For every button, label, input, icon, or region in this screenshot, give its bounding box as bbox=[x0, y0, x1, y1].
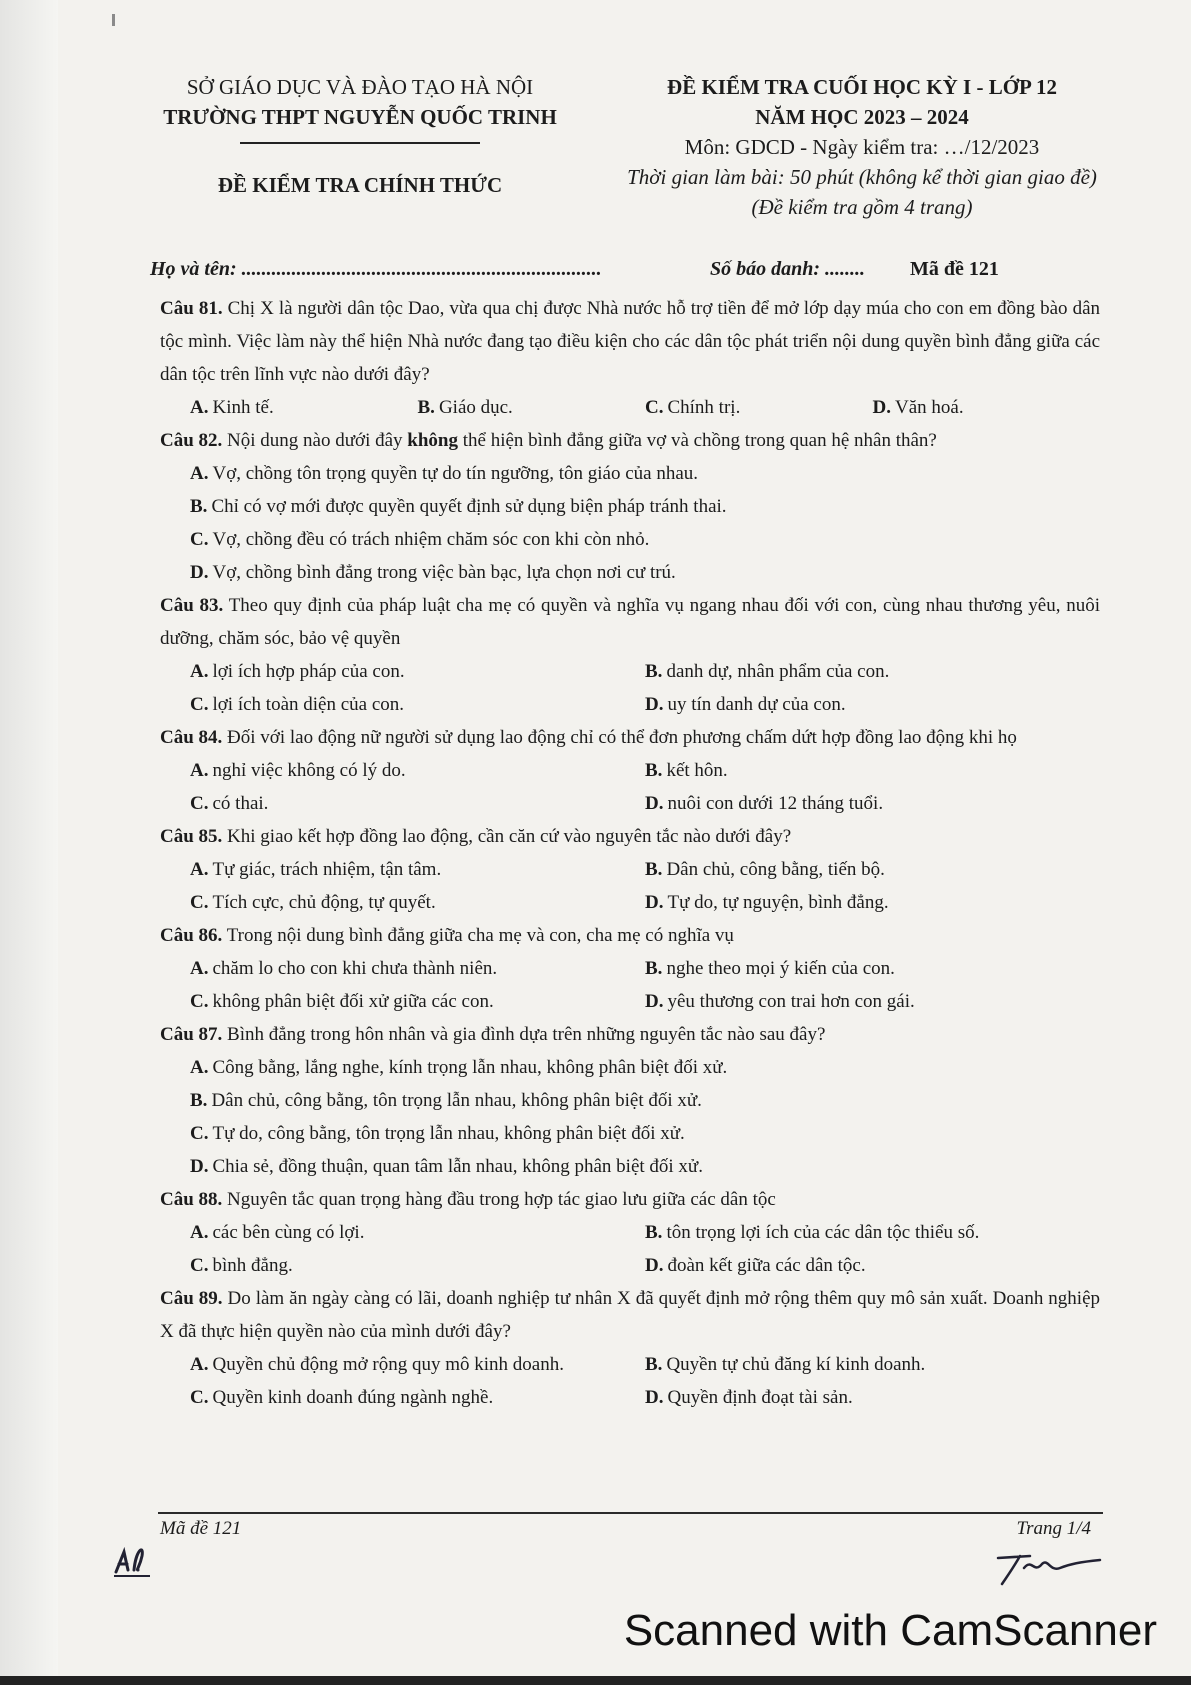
option-letter: C. bbox=[190, 793, 209, 814]
option-letter: A. bbox=[190, 760, 209, 781]
answer-option bbox=[190, 853, 645, 886]
option-text: kết hôn. bbox=[666, 760, 728, 781]
option-text: Dân chủ, công bằng, tôn trọng lẫn nhau, không phân biệt đối xử. bbox=[211, 1090, 702, 1111]
answer-option bbox=[645, 1216, 1100, 1249]
question-stem bbox=[160, 820, 1100, 853]
answer-options bbox=[160, 1348, 1100, 1414]
option-letter: B. bbox=[190, 496, 208, 517]
option-text: Tự do, công bằng, tôn trọng lẫn nhau, không phân biệt đối xử. bbox=[212, 1123, 685, 1144]
option-letter: D. bbox=[190, 1156, 209, 1177]
option-text: Vợ, chồng bình đẳng trong việc bàn bạc, lựa chọn nơi cư trú. bbox=[212, 562, 676, 583]
question-label: Câu 83. bbox=[160, 595, 224, 616]
option-letter: D. bbox=[645, 694, 664, 715]
bottom-border bbox=[0, 1676, 1191, 1685]
option-text: Chỉ có vợ mới được quyền quyết định sử dụng biện pháp tránh thai. bbox=[211, 496, 727, 517]
answer-option bbox=[190, 787, 645, 820]
option-text: Vợ, chồng tôn trọng quyền tự do tín ngưỡng, tôn giáo của nhau. bbox=[212, 463, 699, 484]
answer-option bbox=[190, 1150, 1100, 1183]
official-exam-label: ĐỀ KIỂM TRA CHÍNH THỨC bbox=[217, 173, 503, 197]
option-letter: B. bbox=[645, 1354, 663, 1375]
question-label: Câu 84. bbox=[160, 727, 223, 748]
option-letter: C. bbox=[645, 397, 664, 418]
option-text: bình đẳng. bbox=[212, 1255, 293, 1276]
student-name-field: Họ và tên: ........................................................................ bbox=[150, 258, 602, 280]
candidate-number-field: Số báo danh: ........ bbox=[710, 258, 866, 280]
question-label: Câu 86. bbox=[160, 925, 223, 946]
option-text: danh dự, nhân phẩm của con. bbox=[666, 661, 890, 682]
option-letter: C. bbox=[190, 529, 209, 550]
answer-option bbox=[645, 952, 1100, 985]
option-text: Quyền kinh doanh đúng ngành nghề. bbox=[212, 1387, 494, 1408]
handwritten-signature bbox=[990, 1548, 1110, 1588]
question-84 bbox=[160, 721, 1100, 820]
question-text-after: thể hiện bình đẳng giữa vợ và chồng trong quan hệ nhân thân? bbox=[462, 430, 937, 451]
answer-option bbox=[190, 1216, 645, 1249]
question-stem bbox=[160, 589, 1100, 655]
question-85 bbox=[160, 820, 1100, 919]
student-info-row bbox=[150, 258, 1070, 288]
option-letter: A. bbox=[190, 859, 209, 880]
question-label: Câu 88. bbox=[160, 1189, 223, 1210]
option-letter: B. bbox=[190, 1090, 208, 1111]
answer-option bbox=[645, 688, 1100, 721]
option-letter: C. bbox=[190, 694, 209, 715]
subject-date: Môn: GDCD - Ngày kiểm tra: …/12/2023 bbox=[684, 135, 1040, 159]
option-text: nghe theo mọi ý kiến của con. bbox=[666, 958, 895, 979]
question-stem bbox=[160, 919, 1100, 952]
answer-options bbox=[160, 853, 1100, 919]
answer-option bbox=[645, 391, 873, 424]
answer-options bbox=[160, 952, 1100, 1018]
question-text: Bình đẳng trong hôn nhân và gia đình dựa trên những nguyên tắc nào sau đây? bbox=[227, 1024, 826, 1045]
answer-option bbox=[645, 1348, 1100, 1381]
answer-option bbox=[645, 655, 1100, 688]
exam-code: Mã đề 121 bbox=[910, 258, 999, 280]
question-83 bbox=[160, 589, 1100, 721]
option-text: nghỉ việc không có lý do. bbox=[212, 760, 406, 781]
option-letter: B. bbox=[645, 661, 663, 682]
option-letter: B. bbox=[645, 760, 663, 781]
option-text: Chính trị. bbox=[667, 397, 741, 418]
answer-option bbox=[190, 985, 645, 1018]
option-letter: A. bbox=[190, 661, 209, 682]
option-text: Tích cực, chủ động, tự quyết. bbox=[212, 892, 436, 913]
option-text: các bên cùng có lợi. bbox=[212, 1222, 365, 1243]
option-letter: D. bbox=[645, 892, 664, 913]
answer-option bbox=[190, 754, 645, 787]
question-82 bbox=[160, 424, 1100, 589]
question-stem bbox=[160, 721, 1100, 754]
answer-option bbox=[190, 688, 645, 721]
answer-option bbox=[190, 523, 1100, 556]
option-letter: A. bbox=[190, 1222, 209, 1243]
question-text: Theo quy định của pháp luật cha mẹ có quyền và nghĩa vụ ngang nhau đối với con, cùng nhau thương yêu, nuôi dưỡng, chăm sóc, bảo vệ quyền bbox=[160, 595, 1100, 649]
answer-option bbox=[190, 886, 645, 919]
question-text: Trong nội dung bình đẳng giữa cha mẹ và con, cha mẹ có nghĩa vụ bbox=[226, 925, 734, 946]
page-edge-shadow bbox=[0, 0, 58, 1685]
header-right bbox=[622, 72, 1102, 222]
option-letter: C. bbox=[190, 1123, 209, 1144]
footer-page-number: Trang 1/4 bbox=[1016, 1518, 1091, 1539]
option-letter: B. bbox=[645, 1222, 663, 1243]
option-text: Dân chủ, công bằng, tiến bộ. bbox=[666, 859, 885, 880]
question-label: Câu 81. bbox=[160, 298, 223, 319]
option-text: uy tín danh dự của con. bbox=[667, 694, 846, 715]
answer-options bbox=[160, 754, 1100, 820]
answer-option bbox=[418, 391, 646, 424]
question-88 bbox=[160, 1183, 1100, 1282]
answer-option bbox=[190, 1051, 1100, 1084]
answer-option bbox=[645, 754, 1100, 787]
answer-option bbox=[645, 1381, 1100, 1414]
option-text: nuôi con dưới 12 tháng tuổi. bbox=[667, 793, 884, 814]
header-divider bbox=[240, 142, 480, 144]
option-text: chăm lo cho con khi chưa thành niên. bbox=[212, 958, 498, 979]
answer-option bbox=[645, 886, 1100, 919]
option-letter: D. bbox=[190, 562, 209, 583]
answer-option bbox=[873, 391, 1101, 424]
header-left bbox=[140, 72, 580, 200]
scan-mark bbox=[112, 14, 115, 26]
question-stem bbox=[160, 1018, 1100, 1051]
option-letter: B. bbox=[645, 958, 663, 979]
option-letter: A. bbox=[190, 1057, 209, 1078]
answer-option bbox=[645, 985, 1100, 1018]
answer-option bbox=[190, 556, 1100, 589]
question-label: Câu 82. bbox=[160, 430, 223, 451]
answer-option bbox=[190, 1084, 1100, 1117]
option-text: Giáo dục. bbox=[438, 397, 513, 418]
option-text: yêu thương con trai hơn con gái. bbox=[667, 991, 915, 1012]
school-year: NĂM HỌC 2023 – 2024 bbox=[755, 105, 969, 129]
option-letter: C. bbox=[190, 892, 209, 913]
answer-options bbox=[160, 1051, 1100, 1183]
option-text: Tự do, tự nguyện, bình đẳng. bbox=[667, 892, 889, 913]
answer-options bbox=[160, 391, 1100, 424]
option-letter: C. bbox=[190, 1255, 209, 1276]
option-letter: A. bbox=[190, 1354, 209, 1375]
option-text: có thai. bbox=[212, 793, 269, 814]
camscanner-watermark: Scanned with CamScanner bbox=[623, 1606, 1157, 1655]
footer-divider bbox=[158, 1512, 1103, 1514]
option-letter: A. bbox=[190, 397, 209, 418]
question-text: Do làm ăn ngày càng có lãi, doanh nghiệp tư nhân X đã quyết định mở rộng thêm quy mô sản xuất. Doanh nghiệp X đã thực hiện quyền nào của mình dưới đây? bbox=[160, 1288, 1101, 1342]
page-count-note: (Đề kiểm tra gồm 4 trang) bbox=[751, 195, 973, 219]
answer-option bbox=[190, 457, 1100, 490]
option-letter: D. bbox=[872, 397, 891, 418]
option-letter: C. bbox=[190, 1387, 209, 1408]
option-text: đoàn kết giữa các dân tộc. bbox=[667, 1255, 866, 1276]
answer-option bbox=[190, 1249, 645, 1282]
option-text: Quyền định đoạt tài sản. bbox=[667, 1387, 853, 1408]
handwritten-initials-signature bbox=[110, 1540, 170, 1580]
answer-option bbox=[190, 1381, 645, 1414]
question-89 bbox=[160, 1282, 1100, 1414]
option-text: Văn hoá. bbox=[894, 397, 964, 418]
option-text: Quyền tự chủ đăng kí kinh doanh. bbox=[666, 1354, 926, 1375]
option-text: không phân biệt đối xử giữa các con. bbox=[212, 991, 494, 1012]
question-text: Nguyên tắc quan trọng hàng đầu trong hợp tác giao lưu giữa các dân tộc bbox=[227, 1189, 776, 1210]
option-text: Công bằng, lắng nghe, kính trọng lẫn nhau, không phân biệt đối xử. bbox=[212, 1057, 728, 1078]
department-name: SỞ GIÁO DỤC VÀ ĐÀO TẠO HÀ NỘI bbox=[186, 75, 534, 99]
option-text: lợi ích toàn diện của con. bbox=[212, 694, 405, 715]
question-label: Câu 89. bbox=[160, 1288, 223, 1309]
answer-option bbox=[190, 655, 645, 688]
question-text: Khi giao kết hợp đồng lao động, cần căn cứ vào nguyên tắc nào dưới đây? bbox=[227, 826, 792, 847]
answer-option bbox=[190, 952, 645, 985]
option-text: Tự giác, trách nhiệm, tận tâm. bbox=[212, 859, 442, 880]
option-letter: B. bbox=[417, 397, 435, 418]
option-text: Vợ, chồng đều có trách nhiệm chăm sóc con khi còn nhỏ. bbox=[212, 529, 650, 550]
option-text: Quyền chủ động mở rộng quy mô kinh doanh. bbox=[212, 1354, 564, 1375]
school-name: TRƯỜNG THPT NGUYỄN QUỐC TRINH bbox=[163, 105, 557, 129]
question-stem bbox=[160, 292, 1100, 391]
option-letter: A. bbox=[190, 958, 209, 979]
question-label: Câu 85. bbox=[160, 826, 223, 847]
answer-option bbox=[645, 787, 1100, 820]
answer-options bbox=[160, 655, 1100, 721]
option-text: Kinh tế. bbox=[212, 397, 274, 418]
question-text-before: Nội dung nào dưới đây bbox=[227, 430, 403, 451]
answer-options bbox=[160, 1216, 1100, 1282]
option-letter: B. bbox=[645, 859, 663, 880]
option-text: lợi ích hợp pháp của con. bbox=[212, 661, 405, 682]
option-text: Chia sẻ, đồng thuận, quan tâm lẫn nhau, không phân biệt đối xử. bbox=[212, 1156, 703, 1177]
footer-exam-code: Mã đề 121 bbox=[160, 1518, 242, 1539]
question-text: Chị X là người dân tộc Dao, vừa qua chị được Nhà nước hỗ trợ tiền để mở lớp dạy múa cho con em đồng bào dân tộc mình. Việc làm này thể hiện Nhà nước đang tạo điều kiện cho các dân tộc phát triển nội dung quyền bình đẳng giữa các dân tộc trên lĩnh vực nào dưới đây? bbox=[160, 298, 1101, 385]
option-letter: A. bbox=[190, 463, 209, 484]
time-allowed: Thời gian làm bài: 50 phút (không kể thời gian giao đề) bbox=[627, 165, 1097, 189]
option-letter: D. bbox=[645, 1255, 664, 1276]
option-letter: D. bbox=[645, 991, 664, 1012]
option-text: tôn trọng lợi ích của các dân tộc thiểu số. bbox=[666, 1222, 980, 1243]
option-letter: D. bbox=[645, 793, 664, 814]
question-emphasis: không bbox=[407, 430, 458, 451]
answer-option bbox=[190, 490, 1100, 523]
question-label: Câu 87. bbox=[160, 1024, 223, 1045]
answer-option bbox=[645, 1249, 1100, 1282]
answer-options bbox=[160, 457, 1100, 589]
question-stem bbox=[160, 1183, 1100, 1216]
answer-option bbox=[190, 1117, 1100, 1150]
answer-option bbox=[190, 1348, 645, 1381]
option-letter: D. bbox=[645, 1387, 664, 1408]
answer-option bbox=[645, 853, 1100, 886]
question-stem bbox=[160, 424, 1100, 457]
option-letter: C. bbox=[190, 991, 209, 1012]
exam-title: ĐỀ KIỂM TRA CUỐI HỌC KỲ I - LỚP 12 bbox=[667, 75, 1057, 99]
question-stem bbox=[160, 1282, 1100, 1348]
question-86 bbox=[160, 919, 1100, 1018]
question-text: Đối với lao động nữ người sử dụng lao động chỉ có thể đơn phương chấm dứt hợp đồng lao động khi họ bbox=[227, 727, 1017, 748]
question-87 bbox=[160, 1018, 1100, 1183]
question-list bbox=[160, 292, 1100, 1414]
question-81 bbox=[160, 292, 1100, 424]
answer-option bbox=[190, 391, 418, 424]
